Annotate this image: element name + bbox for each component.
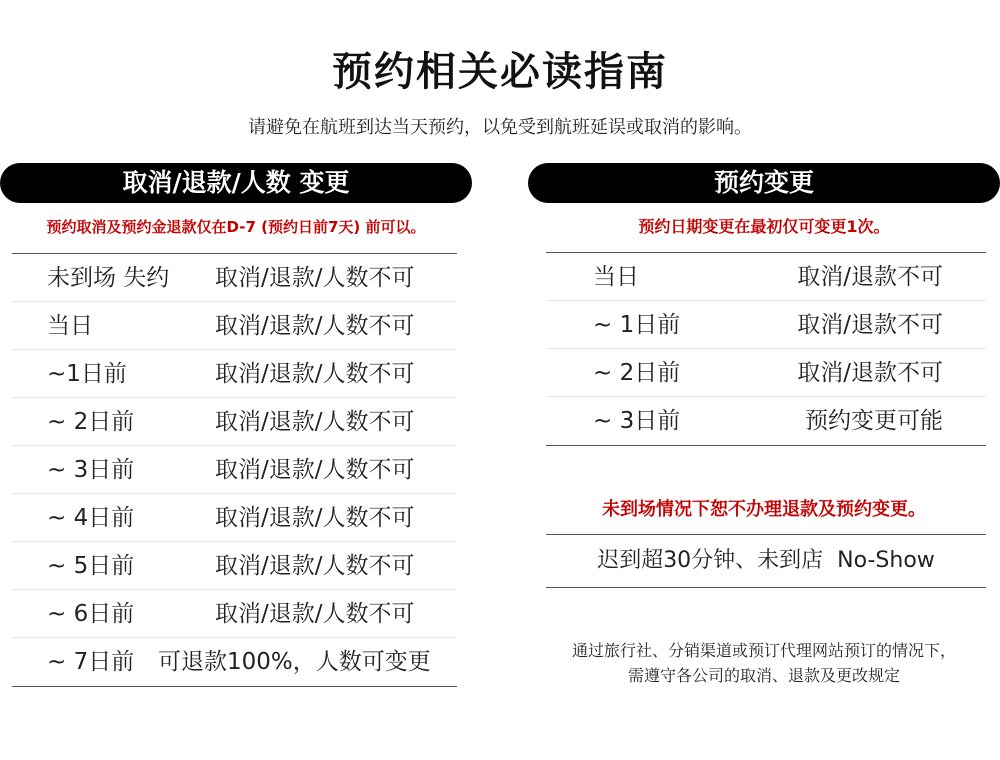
table-row <box>12 398 457 446</box>
row-timing: ~ 1日前 <box>593 312 681 338</box>
page-subtitle: 请避免在航班到达当天预约，以免受到航班延误或取消的影响。 <box>248 117 752 138</box>
row-policy: 取消/退款/人数不可 <box>215 553 415 579</box>
row-policy: 取消/退款不可 <box>797 360 943 386</box>
table-row <box>546 397 986 445</box>
table-row <box>12 302 457 350</box>
row-policy: 取消/退款/人数不可 <box>215 265 415 291</box>
table-row <box>12 446 457 494</box>
row-timing: ~ 5日前 <box>47 553 135 579</box>
row-timing: ~ 3日前 <box>47 457 135 483</box>
table-row <box>546 349 986 397</box>
table-row <box>12 590 457 638</box>
row-timing: ~ 2日前 <box>47 409 135 435</box>
footnote-line: 通过旅行社、分销渠道或预订代理网站预订的情况下， <box>571 641 956 660</box>
date-change-panel-header: 预约变更 <box>528 163 1000 203</box>
row-policy: 取消/退款不可 <box>797 312 943 338</box>
row-policy: 取消/退款不可 <box>797 264 943 290</box>
table-row <box>12 638 457 686</box>
row-policy: 可退款100%，人数可变更 <box>158 649 431 675</box>
date-change-policy-table <box>546 252 986 446</box>
row-timing: ~ 7日前 <box>47 649 135 675</box>
row-timing: ~ 3日前 <box>593 408 681 434</box>
cancellation-policy-table <box>12 253 457 687</box>
table-row <box>12 350 457 398</box>
row-policy: 预约变更可能 <box>805 408 943 434</box>
row-timing: ~ 2日前 <box>593 360 681 386</box>
cancellation-notice: 预约取消及预约金退款仅在D-7 (预约日前7天) 前可以。 <box>46 218 426 236</box>
row-policy: 取消/退款/人数不可 <box>215 457 415 483</box>
row-timing: 未到场 失约 <box>47 265 170 291</box>
no-show-definition: 迟到超30分钟、未到店 No-Show <box>546 534 986 588</box>
row-policy: 取消/退款/人数不可 <box>215 313 415 339</box>
footnote-line: 需遵守各公司的取消、退款及更改规定 <box>627 666 900 685</box>
cancellation-panel-header: 取消/退款/人数 变更 <box>0 163 472 203</box>
row-timing: ~1日前 <box>47 361 127 387</box>
table-row <box>546 253 986 301</box>
row-timing: ~ 6日前 <box>47 601 135 627</box>
row-timing: 当日 <box>47 313 93 339</box>
table-row <box>546 301 986 349</box>
agency-booking-footnote <box>528 638 1000 688</box>
table-row <box>12 254 457 302</box>
row-policy: 取消/退款/人数不可 <box>215 361 415 387</box>
row-timing: ~ 4日前 <box>47 505 135 531</box>
row-timing: 当日 <box>593 264 639 290</box>
table-row <box>12 494 457 542</box>
page-title: 预约相关必读指南 <box>332 49 668 95</box>
row-policy: 取消/退款/人数不可 <box>215 505 415 531</box>
no-show-notice: 未到场情况下恕不办理退款及预约变更。 <box>602 499 926 520</box>
table-row <box>12 542 457 590</box>
row-policy: 取消/退款/人数不可 <box>215 409 415 435</box>
date-change-notice: 预约日期变更在最初仅可变更1次。 <box>638 217 890 236</box>
row-policy: 取消/退款/人数不可 <box>215 601 415 627</box>
